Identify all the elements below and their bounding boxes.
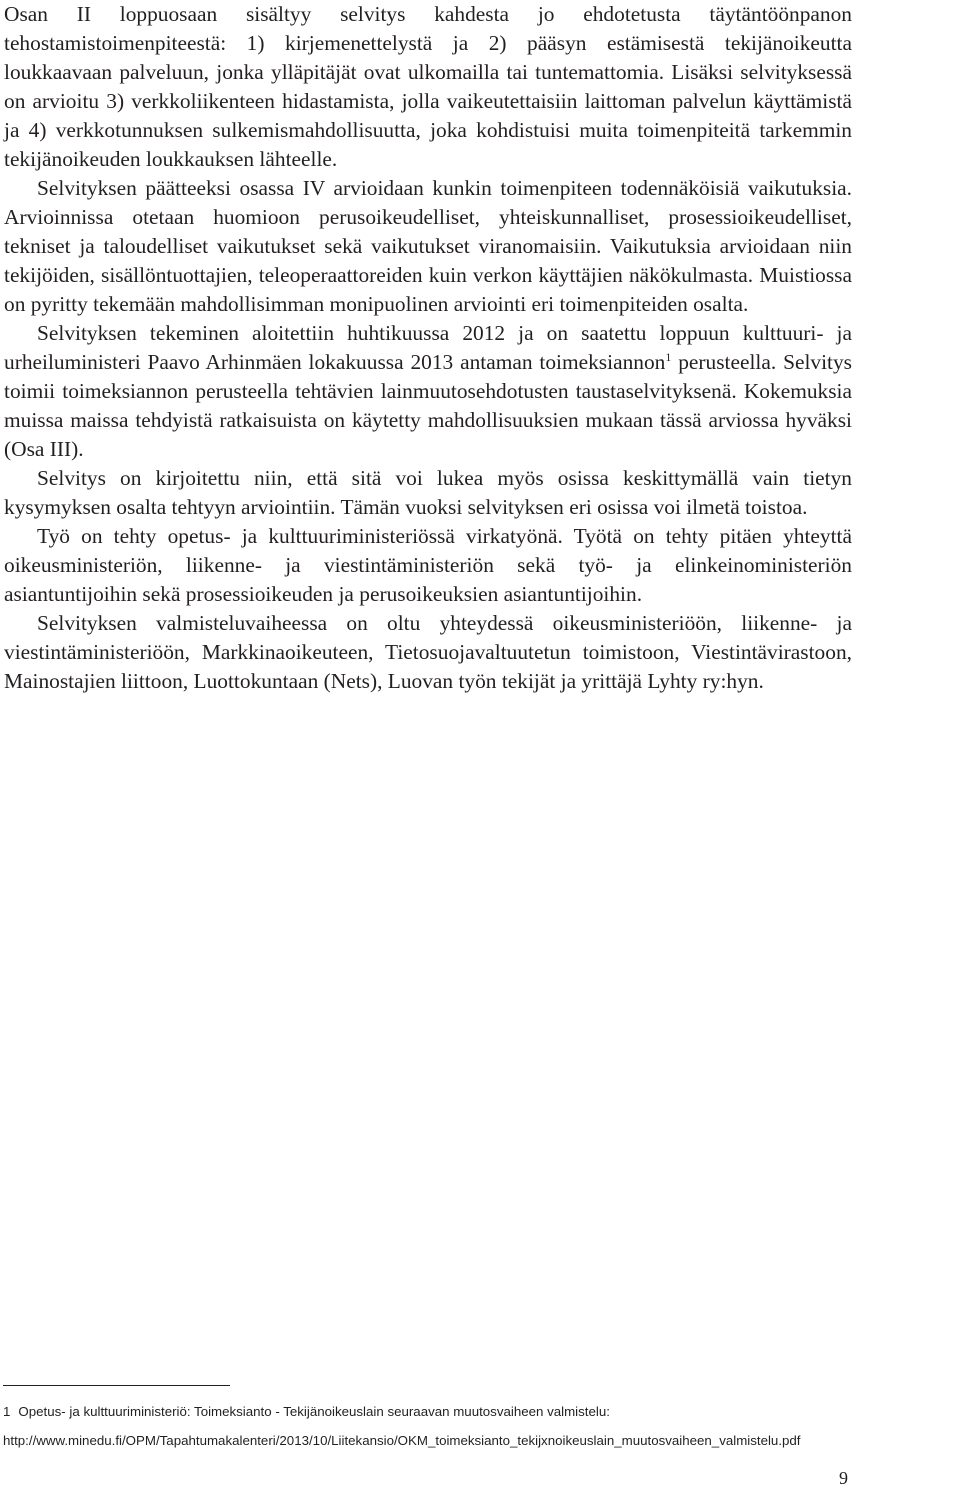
paragraph-3 bbox=[4, 319, 852, 464]
footnote-url[interactable]: http://www.minedu.fi/OPM/Tapahtumakalenteri/2013/10/Liitekansio/OKM_toimeksianto_tekijxnoikeuslain_muutosvaiheen_valmistelu.pdf bbox=[3, 1433, 801, 1448]
footnote-number: 1 bbox=[3, 1404, 11, 1419]
paragraph-1: Osan II loppuosaan sisältyy selvitys kahdesta jo ehdotetusta täytäntöönpanon tehostamistoimenpiteestä: 1) kirjemenettelystä ja 2) pääsyn estämisestä tekijänoikeutta loukkaavaan palveluun, jonka ylläpitäjät ovat ulkomailla tai tuntemattomia. Lisäksi selvityksessä on arvioitu 3) verkkoliikenteen hidastamista, jolla vaikeutettaisiin laittoman palvelun käyttämistä ja 4) verkkotunnuksen sulkemismahdollisuutta, joka kohdistuisi muita toimenpiteitä tarkemmin tekijänoikeuden loukkauksen lähteelle. bbox=[4, 2, 852, 171]
page-number: 9 bbox=[839, 1468, 848, 1488]
footnote-reference[interactable]: 1 bbox=[665, 350, 672, 364]
footnote-text: Opetus- ja kulttuuriministeriö: Toimeksianto - Tekijänoikeuslain seuraavan muutosvaiheen valmistelu: bbox=[18, 1404, 610, 1419]
body-text bbox=[4, 0, 852, 696]
footnote-divider bbox=[3, 1385, 230, 1386]
paragraph-2: Selvityksen päätteeksi osassa IV arvioidaan kunkin toimenpiteen todennäköisiä vaikutuksia. Arvioinnissa otetaan huomioon perusoikeudelliset, yhteiskunnalliset, prosessioikeudelliset, tekniset ja taloudelliset vaikutukset sekä vaikutukset viranomaisiin. Vaikutuksia arvioidaan niin tekijöiden, sisällöntuottajien, teleoperaattoreiden kuin verkon käyttäjien näkökulmasta. Muistiossa on pyritty tekemään mahdollisimman monipuolinen arviointi eri toimenpiteiden osalta. bbox=[4, 176, 852, 316]
paragraph-4: Selvitys on kirjoitettu niin, että sitä voi lukea myös osissa keskittymällä vain tietyn kysymyksen osalta tehtyyn arviointiin. Tämän vuoksi selvityksen eri osissa voi ilmetä toistoa. bbox=[4, 466, 852, 519]
paragraph-3-text-b: perusteella. Selvitys toimii toimeksiannon perusteella tehtävien lainmuutosehdotusten taustaselvityksenä. Kokemuksia muissa maissa tehdyistä ratkaisuista on käytetty mahdollisuuksien mukaan tässä arviossa hyväksi (Osa III). bbox=[4, 350, 853, 461]
footnote bbox=[3, 1397, 958, 1455]
paragraph-5: Työ on tehty opetus- ja kulttuuriministeriössä virkatyönä. Työtä on tehty pitäen yhteyttä oikeusministeriön, liikenne- ja viestintäministeriön sekä työ- ja elinkeinoministeriön asiantuntijoihin sekä prosessioikeuden ja perusoikeuksien asiantuntijoihin. bbox=[4, 524, 852, 606]
paragraph-6: Selvityksen valmisteluvaiheessa on oltu yhteydessä oikeusministeriöön, liikenne- ja viestintäministeriöön, Markkinaoikeuteen, Tietosuojavaltuutetun toimistoon, Viestintävirastoon, Mainostajien liittoon, Luottokuntaan (Nets), Luovan työn tekijät ja yrittäjä Lyhty ry:hyn. bbox=[4, 611, 852, 693]
footnote-line-1 bbox=[3, 1397, 958, 1426]
paragraph-3-text-a: Selvityksen tekeminen aloitettiin huhtikuussa 2012 ja on saatettu loppuun kulttuuri- ja urheiluministeri Paavo Arhinmäen lokakuussa 2013 antaman toimeksiannon bbox=[4, 321, 852, 374]
